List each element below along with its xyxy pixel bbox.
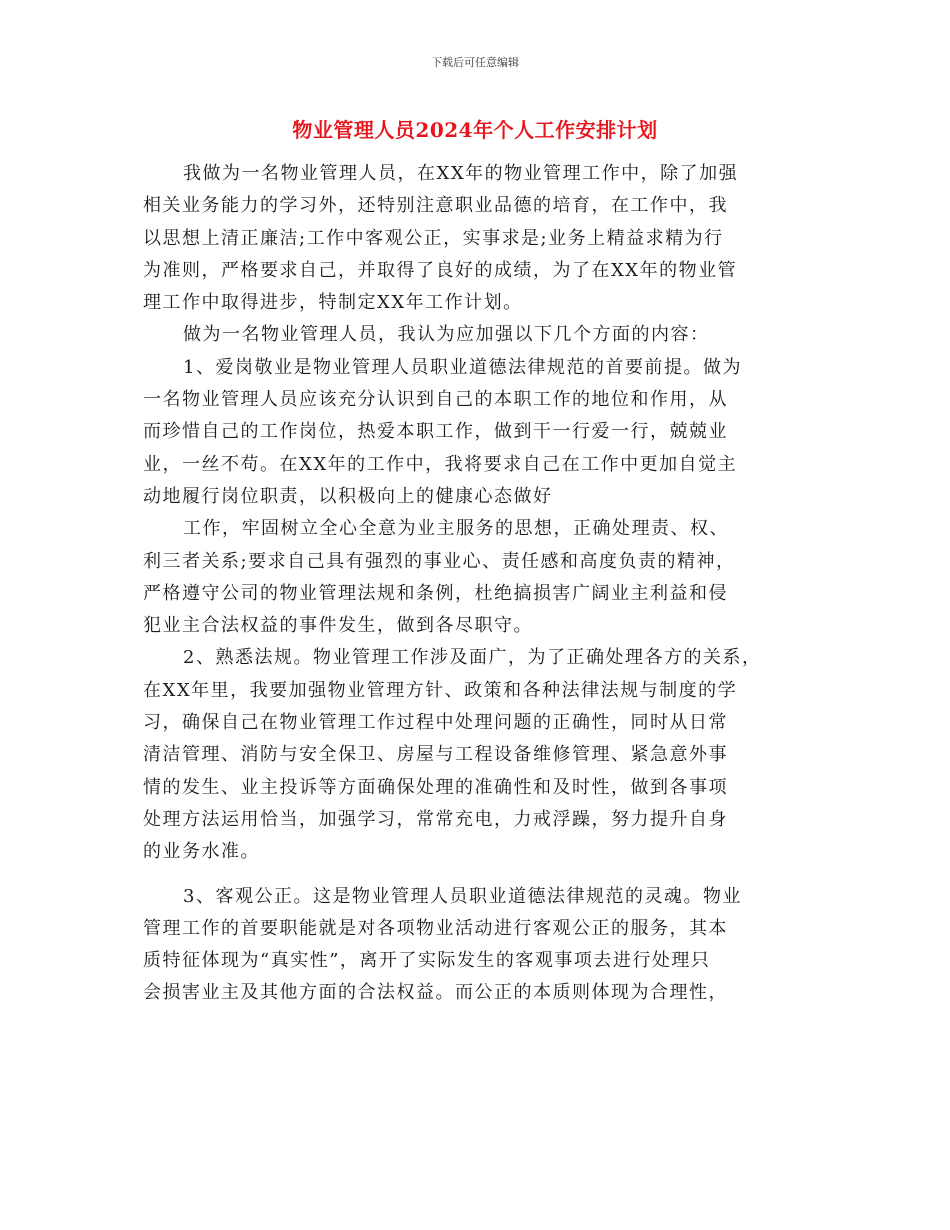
text-line: 一名物业管理人员应该充分认识到自己的本职工作的地位和作用，从 bbox=[143, 389, 728, 411]
text-line: 1、爱岗敬业是物业管理人员职业道德法律规范的首要前提。做为 bbox=[183, 356, 742, 378]
text-line: 情的发生、业主投诉等方面确保处理的准确性和及时性，做到各事项 bbox=[143, 776, 728, 798]
text-line: 利三者关系;要求自己具有强烈的事业心、责任感和高度负责的精神， bbox=[143, 550, 736, 572]
text-line: 相关业务能力的学习外，还特别注意职业品德的培育，在工作中，我 bbox=[143, 195, 728, 217]
text-line: 以思想上清正廉洁;工作中客观公正，实事求是;业务上精益求精为行 bbox=[143, 227, 724, 249]
text-line: 在XX年里，我要加强物业管理方针、政策和各种法律法规与制度的学 bbox=[143, 679, 738, 701]
header-note: 下载后可任意编辑 bbox=[431, 56, 519, 69]
text-line: 犯业主合法权益的事件发生，做到各尽职守。 bbox=[143, 615, 533, 637]
document-title: 物业管理人员2024年个人工作安排计划 bbox=[292, 118, 658, 142]
text-line: 清洁管理、消防与安全保卫、房屋与工程设备维修管理、紧急意外事 bbox=[143, 744, 728, 766]
document-body bbox=[143, 158, 803, 1010]
text-line: 理工作中取得进步，特制定XX年工作计划。 bbox=[143, 292, 523, 314]
text-line: 我做为一名物业管理人员，在XX年的物业管理工作中，除了加强 bbox=[183, 163, 739, 184]
text-line: 质特征体现为“真实性”，离开了实际发生的客观事项去进行处理只 bbox=[143, 950, 711, 972]
text-line: 习，确保自己在物业管理工作过程中处理问题的正确性，同时从日常 bbox=[143, 712, 728, 734]
text-line: 严格遵守公司的物业管理法规和条例，杜绝搞损害广阔业主利益和侵 bbox=[143, 582, 728, 604]
text-line: 2、熟悉法规。物业管理工作涉及面广，为了正确处理各方的关系， bbox=[183, 647, 762, 669]
text-line: 3、客观公正。这是物业管理人员职业道德法律规范的灵魂。物业 bbox=[183, 885, 742, 907]
text-line: 处理方法运用恰当，加强学习，常常充电，力戒浮躁，努力提升自身 bbox=[143, 808, 728, 830]
text-line: 工作，牢固树立全心全意为业主服务的思想，正确处理责、权、 bbox=[183, 518, 729, 540]
text-line: 做为一名物业管理人员，我认为应加强以下几个方面的内容： bbox=[183, 324, 710, 346]
text-line: 的业务水准。 bbox=[143, 841, 260, 863]
text-line: 而珍惜自己的工作岗位，热爱本职工作，做到干一行爱一行，兢兢业 bbox=[143, 421, 728, 443]
text-line: 会损害业主及其他方面的合法权益。而公正的本质则体现为合理性， bbox=[143, 982, 728, 1004]
text-line: 管理工作的首要职能就是对各项物业活动进行客观公正的服务，其本 bbox=[143, 917, 728, 939]
text-line: 动地履行岗位职责，以积极向上的健康心态做好 bbox=[143, 485, 553, 507]
text-line: 为准则，严格要求自己，并取得了良好的成绩，为了在XX年的物业管 bbox=[143, 259, 738, 281]
text-line: 业，一丝不苟。在XX年的工作中，我将要求自己在工作中更加自觉主 bbox=[143, 453, 738, 475]
